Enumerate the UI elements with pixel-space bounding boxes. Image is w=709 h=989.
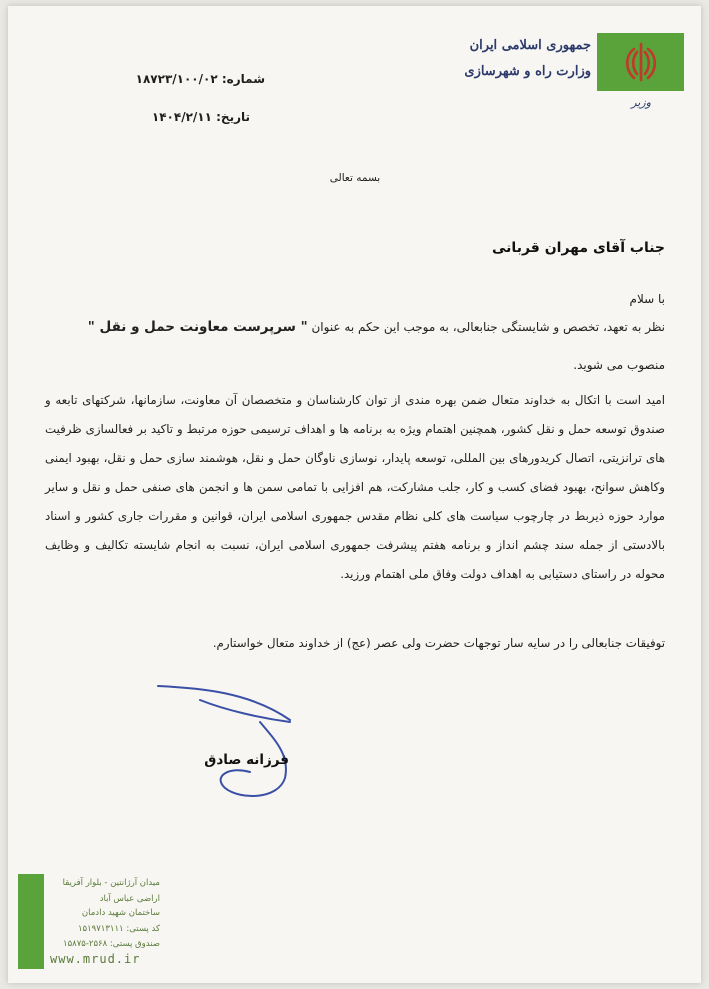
appointment-line — [25, 314, 665, 340]
letter-number: شماره: ۱۸۷۲۳/۱۰۰/۰۲ — [135, 72, 265, 86]
greeting: با سلام — [629, 292, 665, 306]
signatory-name: فرزانه صادق — [204, 752, 289, 768]
website-link[interactable]: www.mrud.ir — [50, 952, 141, 966]
footer-address-1: میدان آرژانتین - بلوار آفریقا — [62, 878, 160, 888]
footer-green-bar — [18, 874, 44, 969]
ministry-name: وزارت راه و شهرسازی — [464, 64, 591, 79]
body-paragraph: امید است با اتکال به خداوند متعال ضمن بهره مندی از توان کارشناسان و متخصصان آن معاونت، سازمانها، شرکتهای تابعه و صندوق توسعه حمل و نقل کشور، همچنین اهتمام ویژه به برنامه ها و اهداف ترسیمی حوزه مرتبط و تاکید بر فعالسازی ظرفیت های ترانزیتی، اتصال کریدورهای بین المللی، توسعه پایدار، نوسازی ناوگان حمل و نقل، هوشمند سازی حمل و نقل، بهبود ایمنی وکاهش سوانح، بهبود فضای کسب و کار، جلب مشارکت، هم افزایی با تمامی سمن ها و انجمن های صنفی حمل و نقل و سایر موارد حوزه ذیربط در چارچوب سیاست های کلی نظام مقدس جمهوری اسلامی ایران، قوانین و مقررات جاری کشور و اسناد بالادستی از جمله سند چشم انداز و برنامه هفتم پیشرفت جمهوری اسلامی ایران، نسبت به انجام شایسته تکالیف و وظایف محوله در راستای دستیابی به اهداف دولت وفاق ملی اهتمام ورزید. — [45, 393, 665, 581]
iran-emblem — [597, 33, 684, 91]
footer-postal-code: کد پستی: ۱۵۱۹۷۱۳۱۱۱ — [77, 924, 160, 934]
republic-name: جمهوری اسلامی ایران — [469, 38, 591, 53]
footer-address-2: اراضی عباس آباد — [99, 894, 160, 904]
letter-date: تاریخ: ۱۴۰۴/۲/۱۱ — [151, 110, 250, 124]
invocation: بسمه تعالی — [329, 172, 381, 184]
appointment-text: نظر به تعهد، تخصص و شایستگی جنابعالی، به موجب این حکم به عنوان — [311, 320, 665, 334]
iran-emblem-icon — [621, 40, 661, 84]
footer-po-box: صندوق پستی: ۲۵۶۸-۱۵۸۷۵ — [63, 939, 160, 949]
handwritten-signature — [150, 680, 300, 810]
position-title: وزیر — [631, 96, 651, 109]
closing-paragraph: توفیقات جنابعالی را در سایه سار توجهات حضرت ولی عصر (عج) از خداوند متعال خواستارم. — [212, 636, 665, 650]
appointment-title: " سرپرست معاونت حمل و نقل " — [87, 319, 308, 335]
appointment-end: منصوب می شوید. — [573, 358, 665, 372]
footer-address-3: ساختمان شهید دادمان — [81, 908, 160, 918]
recipient-name: جناب آقای مهران قربانی — [492, 240, 665, 256]
